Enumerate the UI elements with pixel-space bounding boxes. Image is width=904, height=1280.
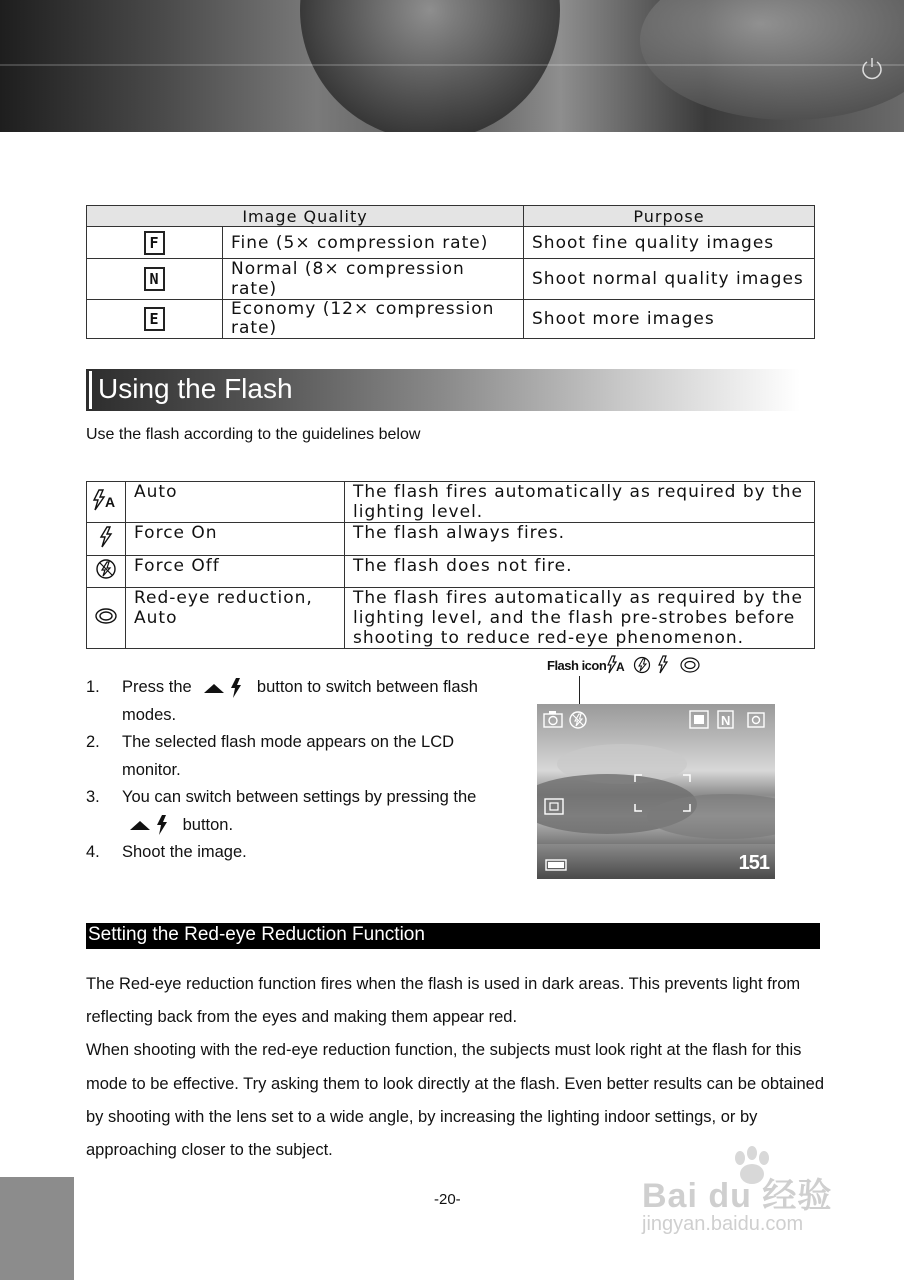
step-text-before: Press the [122,678,192,696]
step-item [86,784,486,839]
quality-mode: Economy (12× compression rate) [223,300,524,339]
camera-mode-icon [544,711,562,727]
flash-description: The flash does not fire. [345,556,815,588]
normal-quality-icon: N [144,267,165,291]
up-flash-button-icon [128,814,172,836]
fine-quality-icon: F [144,231,165,255]
shots-remaining-count: 151 [738,852,769,874]
economy-quality-icon: E [144,307,165,331]
lcd-monitor-preview [537,704,775,879]
image-quality-table [86,205,815,339]
section-intro: Use the flash according to the guidelines below [86,426,421,443]
footer-side-block [0,1177,74,1280]
table-row [87,300,815,339]
step-item [86,674,486,729]
subsection-title: Setting the Red-eye Reduction Function [88,924,425,945]
red-eye-description [86,968,826,1167]
quality-purpose: Shoot normal quality images [524,259,815,300]
section-title: Using the Flash [98,373,293,404]
quality-purpose: Shoot more images [524,300,815,339]
header-banner [0,0,904,132]
step-number: 4. [86,843,100,861]
instruction-steps [86,674,486,867]
step-text-before: You can switch between settings by pressing the [122,788,477,806]
watermark-url: jingyan.baidu.com [642,1213,804,1235]
flash-mode-table [86,481,815,649]
step-item [86,839,486,867]
flash-icon-cell [87,482,126,523]
table-row [87,482,815,523]
up-flash-button-icon [202,677,246,699]
power-icon [860,56,884,80]
section-heading-bar [86,369,800,411]
flash-icon-cell [87,556,126,588]
step-text: The selected flash mode appears on the LCD monitor. [122,733,455,779]
flash-force-on-icon [96,525,116,549]
header-purpose: Purpose [524,206,815,227]
step-item [86,729,486,784]
quality-icon-cell [87,259,223,300]
table-row [87,259,815,300]
header-image-quality: Image Quality [87,206,524,227]
heading-marker [89,371,92,409]
metering-icon [748,713,764,727]
step-number: 3. [86,788,100,806]
table-row [87,227,815,259]
subsection-heading-bar [86,923,820,949]
flash-description: The flash fires automatically as required by the lighting level, and the flash pre-strobes before shooting to reduce red-eye phenomenon. [345,588,815,649]
table-row [87,588,815,649]
flash-icons-legend [606,655,706,675]
quality-purpose: Shoot fine quality images [524,227,815,259]
battery-icon [546,860,566,870]
table-row [87,523,815,556]
flash-icon-callout-label: Flash icon [547,658,607,673]
banner-line [0,64,904,66]
quality-icon-cell [87,300,223,339]
camera-lens-graphic [300,0,560,132]
step-text: Shoot the image. [122,843,247,861]
watermark-logo-text: Bai du 经验 [642,1177,833,1215]
af-area-icon [545,799,563,814]
quality-mode: Fine (5× compression rate) [223,227,524,259]
table-header-row [87,206,815,227]
paragraph: The Red-eye reduction function fires when the flash is used in dark areas. This prevents light from reflecting back from the eyes and making them appear red. [86,975,801,1027]
step-text-after: button to switch between flash modes. [122,678,478,724]
flash-auto-icon [91,488,121,512]
size-icon [690,711,708,728]
paragraph: When shooting with the red-eye reduction function, the subjects must look right at the flash for this mode to be effective. Try asking them to look directly at the flash. Even better results can be obtained by shooting with the lens set to a wide angle, by increasing the lighting indoor settings, or by approaching closer to the subject. [86,1041,825,1160]
lcd-quality-letter: N [721,713,731,728]
normal-quality-lcd-icon [718,711,733,728]
flash-mode: Force On [126,523,345,556]
flash-force-off-icon [95,558,117,580]
flash-description: The flash fires automatically as required by the lighting level. [345,482,815,523]
red-eye-icon [94,607,118,625]
flash-mode: Force Off [126,556,345,588]
page-number: -20- [434,1191,461,1208]
focus-frame-icon [635,775,690,811]
step-number: 2. [86,733,100,751]
flash-description: The flash always fires. [345,523,815,556]
flash-mode: Auto [126,482,345,523]
step-number: 1. [86,678,100,696]
step-text-after: button. [182,815,234,834]
flash-off-status-icon [570,712,586,728]
quality-icon-cell [87,227,223,259]
table-row [87,556,815,588]
svg-text:A: A [616,660,625,674]
flash-mode: Red-eye reduction, Auto [126,588,345,649]
flash-icon-cell [87,523,126,556]
flash-icon-cell [87,588,126,649]
svg-text:A: A [105,493,117,510]
quality-mode: Normal (8× compression rate) [223,259,524,300]
